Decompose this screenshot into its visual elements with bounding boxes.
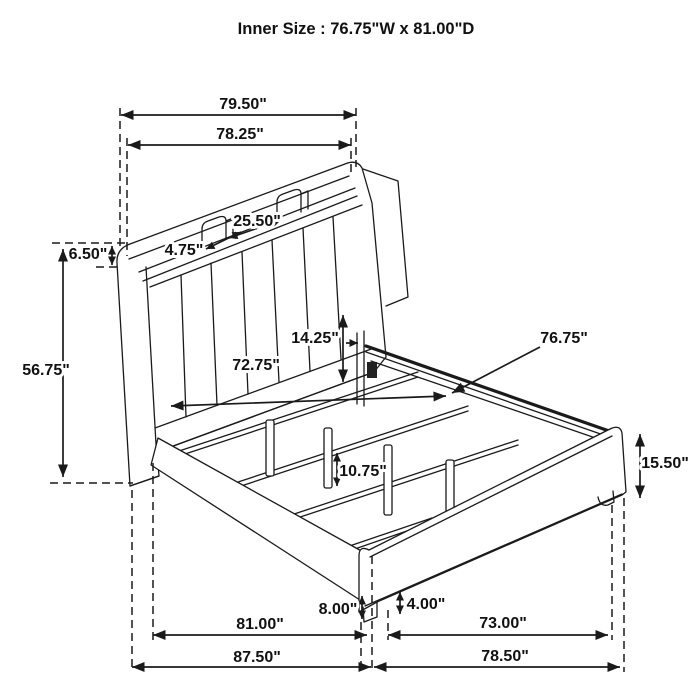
diagram-title: Inner Size : 76.75"W x 81.00"D <box>237 20 475 38</box>
dim-headboard-width: 78.25" <box>216 126 264 143</box>
dim-footboard-inner: 73.00" <box>479 615 527 632</box>
headboard <box>117 162 408 486</box>
footboard <box>359 427 626 622</box>
dim-slat-leg-height: 10.75" <box>339 463 387 480</box>
dim-inner-rail-length: 72.75" <box>232 357 280 374</box>
dim-footboard-clearance: 4.00" <box>406 596 446 613</box>
dim-shelf-opening: 25.50" <box>233 213 281 230</box>
dim-overall-depth: 87.50" <box>233 649 281 666</box>
dim-shelf-height: 6.50" <box>68 246 108 263</box>
footboard-outline <box>359 427 626 612</box>
dim-rail-length: 81.00" <box>236 616 284 633</box>
dim-shelf-divider: 4.75" <box>164 242 204 259</box>
dim-overall-width: 79.50" <box>219 96 267 113</box>
support-leg-1 <box>266 420 274 476</box>
bed-illustration <box>117 162 626 622</box>
far-side-rail <box>366 346 613 444</box>
dim-rail-clearance: 8.00" <box>318 601 358 618</box>
dim-headboard-height: 56.75" <box>22 362 70 379</box>
support-leg-2 <box>324 428 332 488</box>
dim-panel-to-rail: 14.25" <box>291 330 339 347</box>
dim-footboard-height: 15.50" <box>641 455 689 472</box>
support-leg-3 <box>384 445 392 515</box>
dim-inner-width: 76.75" <box>540 330 588 347</box>
near-side-rail <box>151 438 365 600</box>
dim-footboard-width: 78.50" <box>481 648 529 665</box>
leader-inner-width <box>452 347 540 393</box>
rail-bracket <box>367 362 377 378</box>
